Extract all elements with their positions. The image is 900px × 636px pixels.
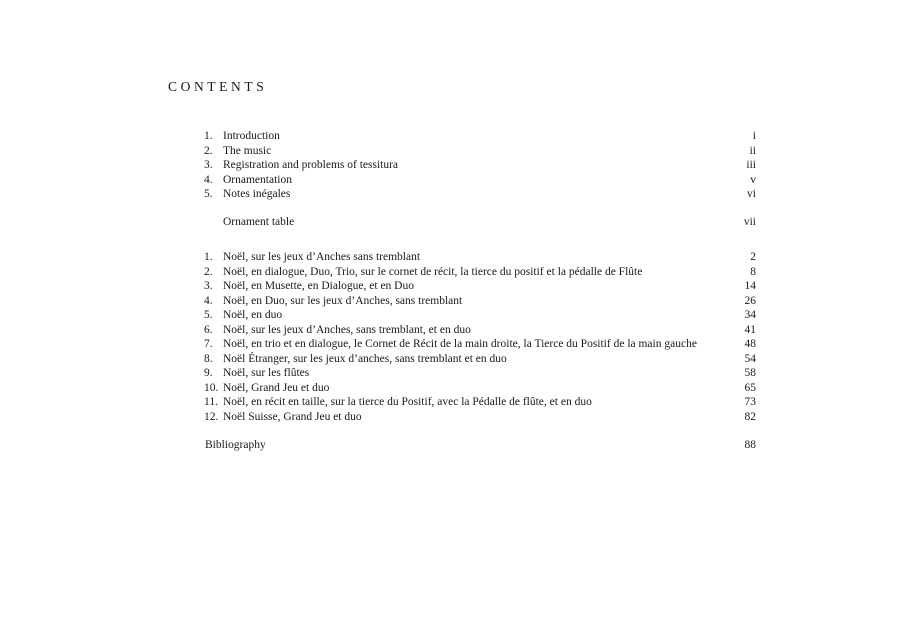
toc-entry[interactable] — [204, 129, 756, 144]
toc-entry-title: Noël, en récit en taille, sur la tierce du Positif, avec la Pédalle de flûte, et en duo — [223, 396, 592, 408]
toc-entry-page: 26 — [744, 294, 756, 307]
toc-entry-page: 82 — [744, 410, 756, 423]
toc-entry-page: 58 — [744, 367, 756, 379]
toc-entry-number: 5. — [204, 309, 213, 321]
toc-entry-page: i — [752, 130, 756, 142]
toc-entry[interactable] — [204, 323, 756, 338]
toc-entry-page: 2 — [750, 251, 756, 263]
toc-entry-number: 9. — [204, 367, 213, 379]
toc-entry-title: Noël, en dialogue, Duo, Trio, sur le cornet de récit, la tierce du positif et la pédalle de Flûte — [223, 265, 643, 278]
toc-entry-number: 4. — [204, 294, 213, 307]
toc-entry-page: v — [750, 173, 756, 186]
toc-entry-title: Noël, sur les jeux d’Anches, sans tremblant, et en duo — [223, 323, 471, 336]
toc-entry[interactable] — [204, 337, 756, 352]
toc-entry-title: Noël Suisse, Grand Jeu et duo — [223, 410, 362, 423]
toc-entry-number: 4. — [204, 173, 213, 186]
toc-entry-number: 12. — [204, 410, 219, 423]
toc-entry-number: 2. — [204, 265, 213, 278]
toc-entry-title: Noël, sur les flûtes — [223, 367, 310, 379]
toc-entry[interactable] — [204, 294, 756, 309]
toc-entry-title: Noël, sur les jeux d’Anches sans tremblant — [223, 251, 421, 263]
toc-entry-number: 1. — [204, 130, 213, 142]
toc-entry-page: 73 — [744, 396, 756, 408]
toc-entry-number: 10. — [204, 381, 219, 394]
toc-entry-title: Introduction — [223, 130, 280, 142]
toc-entry-page: ii — [749, 144, 756, 157]
toc-entry-page: 65 — [744, 381, 756, 394]
toc-entry-title: Noël, en Duo, sur les jeux d’Anches, sans tremblant — [223, 294, 463, 307]
toc-entry-number: 3. — [204, 280, 213, 292]
toc-entry[interactable] — [204, 308, 756, 323]
toc-entry-title: The music — [223, 144, 272, 157]
toc-entry-number: 1. — [204, 251, 213, 263]
toc-entry-title: Noël, en duo — [223, 309, 283, 321]
toc-bibliography-section — [204, 438, 756, 453]
toc-entry[interactable] — [204, 366, 756, 381]
toc-entry-page: 8 — [750, 265, 756, 278]
toc-entry-page: 54 — [744, 352, 756, 365]
toc-entry-title: Registration and problems of tessitura — [223, 159, 399, 171]
toc-entry[interactable] — [204, 381, 756, 396]
toc-entry-page: 34 — [744, 309, 756, 321]
toc-entry-number: 5. — [204, 188, 213, 200]
toc-introduction-section — [204, 129, 756, 202]
toc-entry[interactable] — [204, 144, 756, 159]
toc-ornament-table-section — [204, 215, 756, 230]
toc-entry[interactable] — [204, 158, 756, 173]
toc-entry-page: vii — [743, 216, 756, 228]
toc-entry[interactable] — [204, 395, 756, 410]
toc-entry-page: 14 — [744, 280, 756, 292]
toc-entry-number: 6. — [204, 323, 213, 336]
toc-entry-page: iii — [746, 159, 756, 171]
toc-entry-title: Noël, en Musette, en Dialogue, et en Duo — [223, 280, 414, 292]
toc-entry[interactable] — [204, 173, 756, 188]
toc-entry-ornament-table[interactable] — [204, 215, 756, 230]
toc-entry-bibliography[interactable] — [204, 438, 756, 453]
toc-entry[interactable] — [204, 265, 756, 280]
toc-entry-title: Noël, Grand Jeu et duo — [223, 381, 330, 394]
toc-entry-title: Notes inégales — [223, 188, 291, 200]
toc-entry[interactable] — [204, 279, 756, 294]
page-title: CONTENTS — [168, 79, 268, 94]
toc-entry-title: Noël Étranger, sur les jeux d’anches, sans tremblant et en duo — [223, 352, 507, 365]
toc-entry[interactable] — [204, 410, 756, 425]
toc-entry-number: 3. — [204, 159, 213, 171]
toc-entry[interactable] — [204, 352, 756, 367]
toc-pieces-section — [204, 250, 756, 424]
toc-entry-page: 88 — [744, 439, 756, 451]
toc-entry-number: 11. — [204, 396, 218, 408]
toc-entry-number: 2. — [204, 144, 213, 157]
toc-entry-number: 8. — [204, 352, 213, 365]
toc-entry[interactable] — [204, 250, 756, 265]
toc-entry-title: Ornamentation — [223, 173, 292, 186]
toc-entry[interactable] — [204, 187, 756, 202]
toc-entry-page: 41 — [744, 323, 756, 336]
toc-entry-title: Ornament table — [223, 216, 295, 228]
toc-entry-title: Bibliography — [205, 439, 266, 451]
toc-entry-title: Noël, en trio et en dialogue, le Cornet de Récit de la main droite, la Tierce du Positif de la main gauche — [223, 338, 697, 350]
toc-entry-page: vi — [747, 188, 756, 200]
toc-entry-page: 48 — [744, 338, 756, 350]
toc-entry-number: 7. — [204, 338, 213, 350]
